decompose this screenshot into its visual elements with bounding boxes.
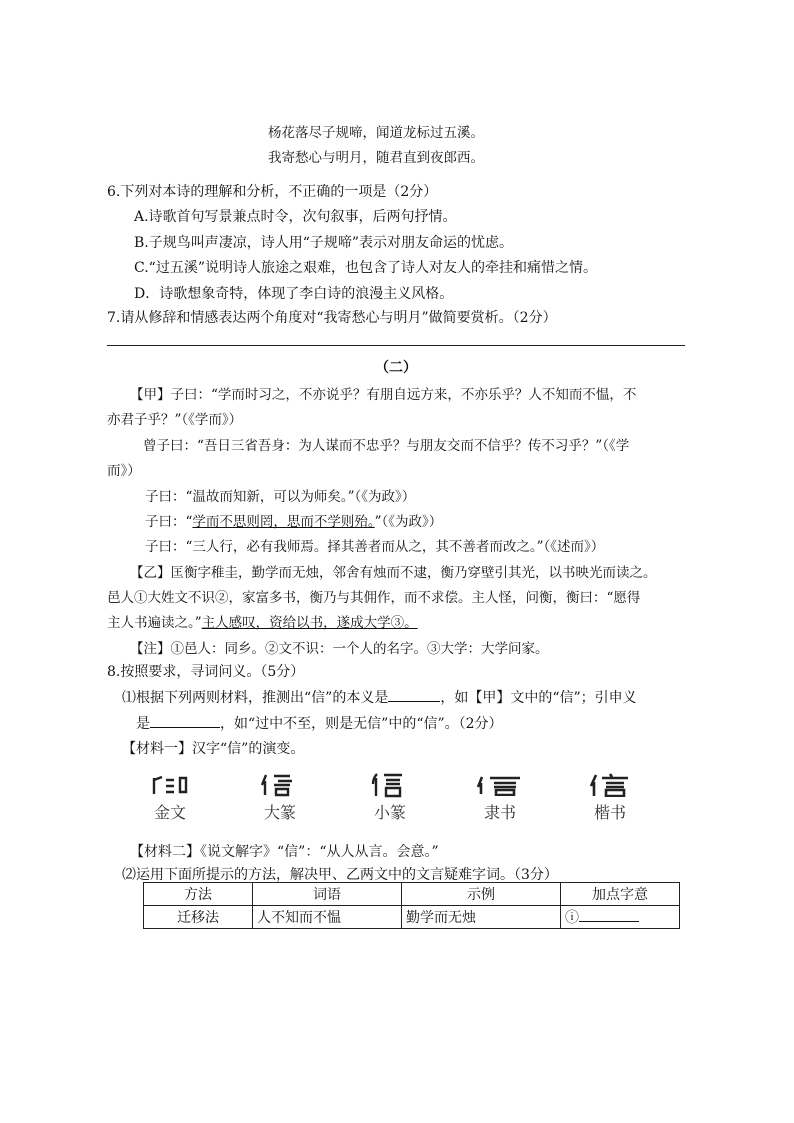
sub1b-suffix: ，如“过中不至，则是无信”中的“信”。（2分） [220,716,503,732]
sub1-suffix: ，如【甲】文中的“信”；引申义 [440,690,637,706]
evolution-label: 大篆 [263,803,296,822]
answer-blank-1[interactable] [388,687,440,702]
question-6-stem: 6.下列对本诗的理解和分析，不正确的一项是（2分） [107,184,438,200]
section-2-title: （二） [375,360,417,376]
large-seal-xin-icon [240,772,320,798]
passage-yi-line-1: 【乙】匡衡字稚圭，勤学而无烛，邻舍有烛而不逮，衡乃穿壁引其光，以书映光而读之。 [130,565,657,581]
evolution-item [570,772,650,823]
evolution-label: 楷书 [593,803,626,822]
bronze-script-xin-icon [130,772,210,798]
evolution-item [350,772,430,823]
table-cell-meaning [561,906,680,929]
table-cell-example: 勤学而无烛 [402,906,561,929]
passage-jia-line-2: 亦君子乎？”（《学而》） [107,412,243,428]
passage-jia-line-6-post: ”（《为政》） [374,514,443,530]
passage-jia-line-6 [145,510,442,530]
question-6-option-d: D．诗歌想象奇特，体现了李白诗的浪漫主义风格。 [134,286,454,302]
question-6-option-b: B.子规鸟叫声凄凉，诗人用“子规啼”表示对朋友命运的忧虑。 [134,235,514,251]
evolution-item [130,772,210,823]
question-8-sub1-line2 [136,713,503,733]
table-cell-phrase: 人不知而不愠 [253,906,402,929]
question-7-stem: 7.请从修辞和情感表达两个角度对“我寄愁心与明月”做简要赏析。（2分） [107,310,557,326]
passage-jia-line-4: 而》） [107,463,141,479]
answer-blank-2[interactable] [150,713,220,728]
poem-line-2: 我寄愁心与明月，随君直到夜郎西。 [268,150,484,166]
table-row [144,906,680,929]
underlined-sentence-jia: 学而不思则罔，思而不学则殆。 [192,514,375,530]
clerical-xin-icon [460,772,540,798]
answer-blank-3[interactable] [579,907,639,922]
underlined-sentence-yi: 主人感叹，资给以书，遂成大学③。 [201,615,418,631]
question-6-option-c: C.“过五溪”说明诗人旅途之艰难，也包含了诗人对友人的牵挂和痛惜之情。 [134,260,597,276]
question-8-sub2: ⑵运用下面所提示的方法，解决甲、乙两文中的文言疑难字词。（3分） [122,867,558,883]
sub1-prefix: ⑴根据下列两则材料，推测出“信”的本义是 [122,690,389,706]
passage-jia-line-7: 子曰：“三人行，必有我师焉。择其善者而从之，其不善者而改之。”（《述而》） [145,539,605,555]
table-header: 示例 [402,883,561,906]
passage-yi-note: 【注】①邑人：同乡。②文不识：一个人的名字。③大学：大学问家。 [130,641,549,657]
meaning-marker: ⓘ [565,910,579,926]
table-header: 词语 [253,883,402,906]
small-seal-xin-icon [350,772,430,798]
answer-line [107,345,685,346]
evolution-label: 隶书 [483,803,516,822]
evolution-label: 小篆 [373,803,406,822]
question-6-option-a: A.诗歌首句写景兼点时令，次句叙事，后两句抒情。 [134,209,457,225]
regular-xin-icon [570,772,650,798]
table-header: 加点字意 [561,883,680,906]
question-8-stem: 8.按照要求，寻词问义。（5分） [107,664,305,680]
passage-jia-line-1: 【甲】子曰：“学而时习之，不亦说乎？有朋自远方来，不亦乐乎？人不知而不愠，不 [130,387,637,403]
material-1-title: 【材料一】汉字“信”的演变。 [122,741,305,757]
table-cell-method: 迁移法 [144,906,253,929]
question-8-sub1-line1 [122,687,637,707]
passage-jia-line-5: 子曰：“温故而知新，可以为师矣。”（《为政》） [145,489,416,505]
evolution-label: 金文 [153,803,186,822]
passage-jia-line-3: 曾子曰：“吾日三省吾身：为人谋而不忠乎？与朋友交而不信乎？传不习乎？”（《学 [143,438,630,454]
evolution-item [240,772,320,823]
material-2: 【材料二】《说文解字》“信”：“从人从言。会意。” [130,844,439,860]
xin-evolution-figure [130,772,660,824]
method-table [143,882,680,929]
passage-yi-line-2: 邑人①大姓文不识②，家富多书，衡乃与其佣作，而不求偿。主人怪，问衡，衡曰：“愿得 [107,590,641,606]
passage-jia-line-6-pre: 子曰：“ [145,514,193,530]
passage-yi-line-3-pre: 主人书遍读之。” [107,615,202,631]
table-header-row [144,883,680,906]
poem-line-1: 杨花落尽子规啼，闻道龙标过五溪。 [268,125,484,141]
evolution-item [460,772,540,823]
passage-yi-line-3 [107,611,418,631]
sub1b-prefix: 是 [136,716,150,732]
table-header: 方法 [144,883,253,906]
